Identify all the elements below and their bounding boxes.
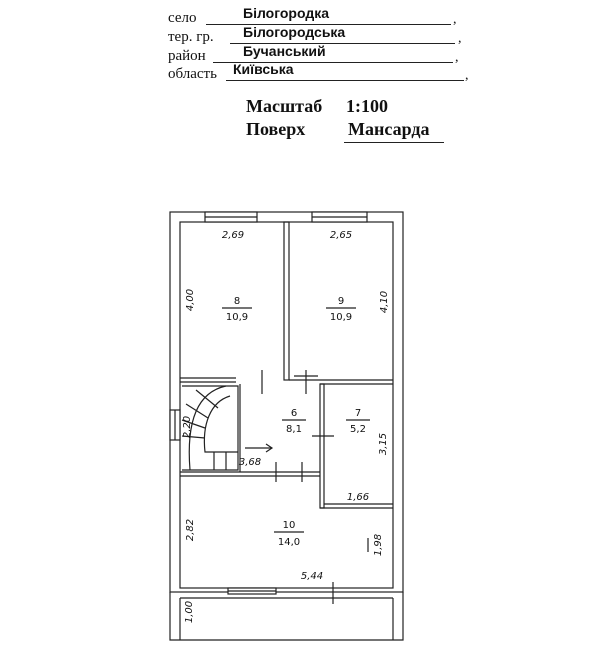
territory-label: тер. гр.: [168, 29, 214, 45]
wall-8-9: [284, 222, 289, 380]
room-10-area: 14,0: [277, 537, 301, 548]
scale-value: 1:100: [346, 96, 388, 116]
wall-6-7: [320, 384, 324, 508]
stair-curve-inner: [204, 396, 238, 452]
district-label: район: [168, 48, 206, 64]
dim-room10-right: 1,98: [373, 533, 384, 557]
dim-room10-width: 5,44: [300, 571, 324, 582]
room-6-area: 8,1: [286, 424, 302, 435]
room-9-area: 10,9: [329, 312, 353, 323]
room-7-area: 5,2: [350, 424, 366, 435]
floor-label: Поверх: [246, 119, 306, 139]
dim-stair-height: 2,20: [182, 415, 193, 439]
dim-hall-width: 3,68: [238, 457, 262, 468]
room-9-number: 9: [337, 296, 345, 307]
district-comma: ,: [455, 50, 459, 65]
balcony-outline: [170, 592, 403, 640]
region-label: область: [168, 66, 217, 82]
room-6-number: 6: [290, 408, 298, 419]
dim-room7-height: 3,15: [378, 432, 389, 456]
region-value: Київська: [233, 61, 294, 77]
village-comma: ,: [453, 12, 457, 27]
scale-label: Масштаб: [246, 96, 323, 116]
room-10-number: 10: [282, 520, 296, 531]
region-comma: ,: [465, 68, 469, 83]
dim-balcony-depth: 1,00: [184, 600, 195, 624]
dim-room9-width: 2,65: [329, 230, 353, 241]
dim-room9-height: 4,10: [379, 290, 390, 314]
district-value: Бучанський: [243, 43, 326, 59]
village-label: село: [168, 10, 197, 26]
village-value: Білогородка: [243, 5, 330, 21]
dim-room10-left: 2,82: [185, 518, 196, 542]
outer-wall-inner: [180, 222, 393, 588]
territory-comma: ,: [458, 31, 462, 46]
room-8-area: 10,9: [225, 312, 249, 323]
outer-wall-outer: [170, 212, 403, 592]
dim-room7-width: 1,66: [346, 492, 370, 503]
dim-room8-height: 4,00: [185, 288, 196, 312]
stair-curve-outer: [189, 386, 226, 470]
room-8-number: 8: [233, 296, 241, 307]
territory-value: Білогородська: [243, 24, 346, 40]
dim-room8-width: 2,69: [221, 230, 245, 241]
floor-value: Мансарда: [348, 119, 430, 139]
room-7-number: 7: [354, 408, 362, 419]
